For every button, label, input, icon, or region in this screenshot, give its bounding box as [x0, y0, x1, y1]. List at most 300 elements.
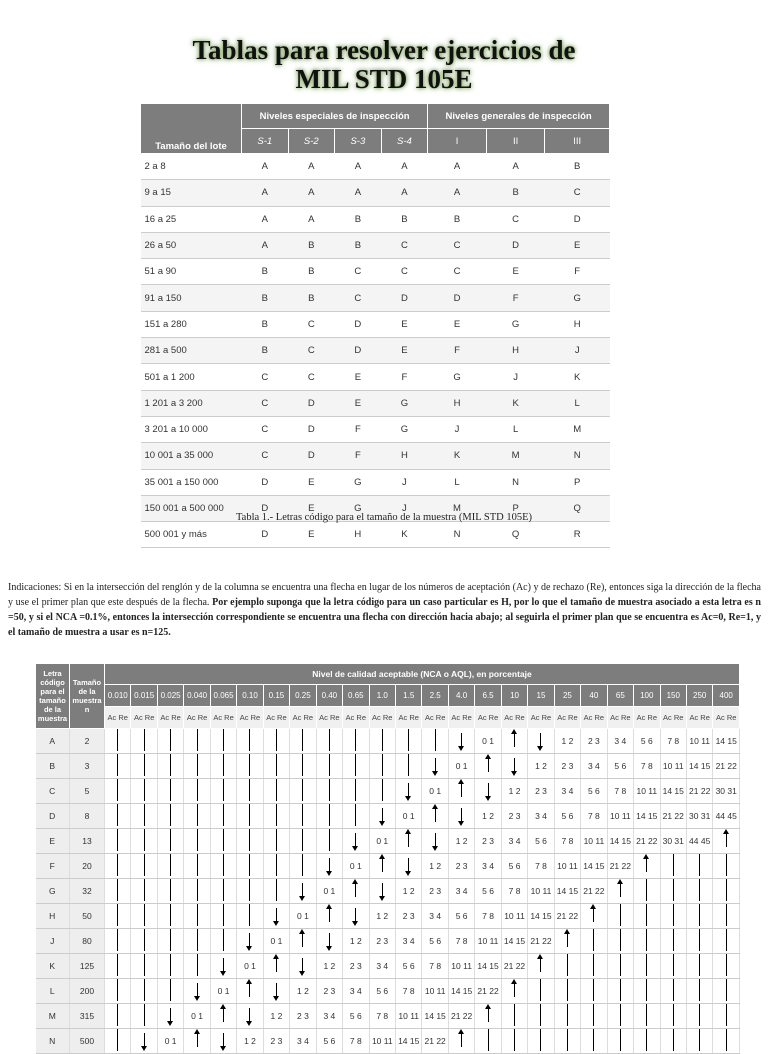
arrow-line-icon — [276, 779, 277, 801]
code-letter-cell: B — [381, 206, 428, 232]
arrow-down-icon — [422, 754, 448, 779]
sample-size-cell: 13 — [70, 829, 105, 854]
arrow-up-icon — [620, 883, 621, 897]
arrow-line-icon — [223, 929, 224, 951]
ac-re-cell: 7 8 — [501, 879, 527, 904]
arrow-line-icon — [105, 954, 131, 979]
arrow-line-icon — [184, 904, 210, 929]
arrow-up-icon — [329, 908, 330, 922]
arrow-line-icon — [369, 729, 395, 754]
code-letter-cell: L — [486, 416, 545, 442]
code-letter-cell: D — [242, 495, 289, 521]
code-letter-cell: D — [288, 390, 335, 416]
code-letter-cell: C — [242, 443, 289, 469]
sample-size-cell: 32 — [70, 879, 105, 904]
ac-re-cell: 7 8 — [581, 804, 607, 829]
ac-re-header: Ac Re — [395, 707, 421, 729]
ac-re-cell: 5 6 — [554, 804, 580, 829]
code-letter-cell: B — [242, 285, 289, 311]
code-letter-cell: K — [381, 522, 428, 548]
arrow-line-icon — [117, 779, 118, 801]
ac-re-cell: 0 1 — [475, 729, 501, 754]
ac-re-cell: 10 11 — [686, 729, 712, 754]
arrow-line-icon — [290, 729, 316, 754]
code-letter-cell: A — [428, 180, 487, 206]
code-letter-cell: A — [242, 206, 289, 232]
arrow-line-icon — [686, 1029, 712, 1054]
arrow-line-icon — [184, 779, 210, 804]
ac-re-cell: 10 11 — [475, 929, 501, 954]
ac-re-cell: 21 22 — [528, 929, 554, 954]
header-lot-size: Tamaño del lote — [141, 104, 242, 154]
arrow-line-icon — [699, 1004, 700, 1026]
arrow-line-icon — [329, 754, 330, 776]
arrow-line-icon — [157, 954, 183, 979]
arrow-line-icon — [184, 754, 210, 779]
code-letter-cell: K — [486, 390, 545, 416]
arrow-line-icon — [673, 954, 674, 976]
arrow-line-icon — [646, 979, 647, 1001]
arrow-line-icon — [302, 854, 303, 876]
arrow-down-icon — [316, 929, 342, 954]
ac-re-cell: 21 22 — [554, 904, 580, 929]
arrow-line-icon — [382, 779, 383, 801]
ac-re-cell: 3 4 — [607, 729, 633, 754]
code-letter-cell: E — [288, 495, 335, 521]
aql-col-header: 100 — [634, 685, 660, 707]
ac-re-cell: 7 8 — [369, 1004, 395, 1029]
arrow-down-icon — [514, 758, 515, 772]
arrow-up-icon — [422, 804, 448, 829]
arrow-line-icon — [105, 804, 131, 829]
aql-col-header: 40 — [581, 685, 607, 707]
ac-re-cell: 0 1 — [237, 954, 263, 979]
arrow-line-icon — [131, 829, 157, 854]
arrow-line-icon — [726, 979, 727, 1001]
table-row — [141, 522, 610, 548]
ac-re-cell: 2 3 — [263, 1029, 289, 1054]
ac-re-cell: 21 22 — [607, 854, 633, 879]
arrow-line-icon — [567, 1029, 568, 1051]
arrow-line-icon — [593, 1004, 594, 1026]
table-row — [141, 364, 610, 390]
code-letter-cell: E — [288, 522, 335, 548]
arrow-line-icon — [660, 929, 686, 954]
arrow-down-icon — [184, 979, 210, 1004]
ac-re-header: Ac Re — [475, 707, 501, 729]
sample-size-cell: 3 — [70, 754, 105, 779]
arrow-up-icon — [448, 779, 474, 804]
arrow-up-icon — [540, 958, 541, 972]
arrow-line-icon — [105, 854, 131, 879]
arrow-line-icon — [329, 779, 330, 801]
arrow-line-icon — [329, 729, 330, 751]
arrow-line-icon — [302, 754, 303, 776]
arrow-line-icon — [607, 1004, 633, 1029]
arrow-line-icon — [144, 904, 145, 926]
ac-re-cell: 30 31 — [660, 829, 686, 854]
arrow-line-icon — [276, 754, 277, 776]
arrow-line-icon — [673, 854, 674, 876]
lot-size-cell: 10 001 a 35 000 — [141, 443, 242, 469]
ac-re-cell: 3 4 — [448, 879, 474, 904]
ac-re-cell: 7 8 — [554, 829, 580, 854]
arrow-line-icon — [170, 729, 171, 751]
ac-re-cell: 1 2 — [528, 754, 554, 779]
ac-re-cell: 5 6 — [448, 904, 474, 929]
arrow-line-icon — [237, 804, 263, 829]
arrow-down-icon — [343, 904, 369, 929]
ac-re-cell: 3 4 — [395, 929, 421, 954]
arrow-line-icon — [131, 754, 157, 779]
code-letter-cell: A — [288, 180, 335, 206]
arrow-line-icon — [197, 779, 198, 801]
arrow-line-icon — [699, 979, 700, 1001]
arrow-line-icon — [184, 879, 210, 904]
ac-re-cell: 2 3 — [501, 804, 527, 829]
arrow-line-icon — [223, 804, 224, 826]
ac-re-cell: 7 8 — [528, 854, 554, 879]
arrow-line-icon — [131, 854, 157, 879]
ac-re-cell: 5 6 — [475, 879, 501, 904]
arrow-up-icon — [395, 829, 421, 854]
level-header: II — [486, 129, 545, 154]
ac-re-cell: 5 6 — [395, 954, 421, 979]
arrow-up-icon — [528, 954, 554, 979]
code-letter-cell: H — [428, 390, 487, 416]
ac-re-cell: 2 3 — [528, 779, 554, 804]
arrow-line-icon — [699, 904, 700, 926]
arrow-line-icon — [170, 879, 171, 901]
arrow-line-icon — [554, 1004, 580, 1029]
sample-size-cell: 5 — [70, 779, 105, 804]
ac-re-cell: 1 2 — [422, 854, 448, 879]
arrow-line-icon — [237, 729, 263, 754]
table-row — [141, 259, 610, 285]
arrow-up-icon — [316, 904, 342, 929]
arrow-line-icon — [726, 854, 727, 876]
ac-re-cell: 7 8 — [660, 729, 686, 754]
arrow-line-icon — [290, 829, 316, 854]
arrow-line-icon — [223, 729, 224, 751]
arrow-line-icon — [686, 879, 712, 904]
table-row — [141, 311, 610, 337]
code-letter-cell: A — [335, 180, 382, 206]
arrow-line-icon — [699, 854, 700, 876]
ac-re-cell: 14 15 — [607, 829, 633, 854]
arrow-line-icon — [634, 979, 660, 1004]
arrow-line-icon — [686, 979, 712, 1004]
code-letter-cell: N — [36, 1029, 70, 1054]
ac-re-cell: 21 22 — [660, 804, 686, 829]
arrow-line-icon — [302, 804, 303, 826]
arrow-line-icon — [567, 979, 568, 1001]
code-letter-cell: C — [381, 232, 428, 258]
table-row — [36, 804, 740, 829]
arrow-line-icon — [276, 729, 277, 751]
arrow-line-icon — [157, 754, 183, 779]
arrow-up-icon — [197, 1033, 198, 1047]
arrow-line-icon — [713, 979, 740, 1004]
code-letter-cell: A — [381, 154, 428, 180]
arrow-line-icon — [210, 879, 236, 904]
ac-re-header: Ac Re — [686, 707, 712, 729]
arrow-line-icon — [105, 729, 131, 754]
arrow-line-icon — [726, 1004, 727, 1026]
arrow-line-icon — [197, 879, 198, 901]
ac-re-header: Ac Re — [369, 707, 395, 729]
code-letter-cell: J — [545, 338, 610, 364]
arrow-line-icon — [488, 1029, 489, 1051]
ac-re-cell: 1 2 — [448, 829, 474, 854]
arrow-line-icon — [170, 904, 171, 926]
table-row — [36, 779, 740, 804]
code-letter-cell: P — [545, 469, 610, 495]
table-row — [36, 1029, 740, 1054]
ac-re-cell: 0 1 — [316, 879, 342, 904]
arrow-line-icon — [210, 929, 236, 954]
arrow-down-icon — [435, 833, 436, 847]
ac-re-cell: 1 2 — [395, 879, 421, 904]
code-letter-cell: C — [428, 259, 487, 285]
arrow-line-icon — [249, 879, 250, 901]
aql-col-header: 250 — [686, 685, 712, 707]
level-header: S-1 — [242, 129, 289, 154]
arrow-down-icon — [422, 829, 448, 854]
arrow-line-icon — [355, 804, 356, 826]
code-letter-cell: C — [288, 311, 335, 337]
arrow-line-icon — [184, 829, 210, 854]
table-row — [141, 206, 610, 232]
arrow-line-icon — [593, 929, 594, 951]
header-general-levels: Niveles generales de inspección — [428, 104, 610, 129]
arrow-line-icon — [249, 754, 250, 776]
arrow-line-icon — [581, 929, 607, 954]
arrow-line-icon — [620, 929, 621, 951]
arrow-line-icon — [329, 829, 330, 851]
level-header: S-3 — [335, 129, 382, 154]
code-letter-cell: H — [486, 338, 545, 364]
aql-col-header: 400 — [713, 685, 740, 707]
arrow-down-icon — [290, 879, 316, 904]
ac-re-cell: 2 3 — [369, 929, 395, 954]
code-letter-cell: B — [242, 338, 289, 364]
arrow-down-icon — [223, 958, 224, 972]
ac-re-cell: 14 15 — [448, 979, 474, 1004]
arrow-line-icon — [276, 829, 277, 851]
lot-size-cell: 3 201 a 10 000 — [141, 416, 242, 442]
ac-re-cell: 5 6 — [316, 1029, 342, 1054]
arrow-line-icon — [355, 779, 356, 801]
code-letter-cell: H — [545, 311, 610, 337]
arrow-line-icon — [184, 804, 210, 829]
ac-re-cell: 5 6 — [607, 754, 633, 779]
arrow-up-icon — [249, 983, 250, 997]
arrow-line-icon — [210, 754, 236, 779]
arrow-line-icon — [673, 1004, 674, 1026]
code-letter-cell: E — [36, 829, 70, 854]
arrow-line-icon — [343, 729, 369, 754]
code-letter-cell: E — [545, 232, 610, 258]
ac-re-cell: 44 45 — [713, 804, 740, 829]
code-letter-cell: G — [335, 469, 382, 495]
ac-re-cell: 21 22 — [634, 829, 660, 854]
ac-re-cell: 3 4 — [290, 1029, 316, 1054]
ac-re-header: Ac Re — [210, 707, 236, 729]
arrow-line-icon — [249, 904, 250, 926]
arrow-line-icon — [501, 1004, 527, 1029]
sample-size-code-table — [140, 103, 610, 548]
level-header: I — [428, 129, 487, 154]
arrow-line-icon — [197, 729, 198, 751]
arrow-line-icon — [316, 779, 342, 804]
code-letter-cell: K — [36, 954, 70, 979]
code-letter-cell: A — [381, 180, 428, 206]
code-letter-cell: A — [242, 180, 289, 206]
ac-re-cell: 0 1 — [369, 829, 395, 854]
code-letter-cell: C — [335, 259, 382, 285]
arrow-line-icon — [660, 1004, 686, 1029]
code-letter-cell: M — [486, 443, 545, 469]
table-row — [36, 754, 740, 779]
code-letter-cell: B — [428, 206, 487, 232]
aql-col-header: 0.015 — [131, 685, 157, 707]
arrow-line-icon — [620, 904, 621, 926]
code-letter-cell: B — [486, 180, 545, 206]
ac-re-cell: 1 2 — [501, 779, 527, 804]
arrow-line-icon — [290, 754, 316, 779]
code-letter-cell: Q — [486, 522, 545, 548]
code-letter-cell: F — [36, 854, 70, 879]
arrow-line-icon — [263, 829, 289, 854]
lot-size-cell: 35 001 a 150 000 — [141, 469, 242, 495]
arrow-down-icon — [395, 854, 421, 879]
arrow-line-icon — [144, 829, 145, 851]
arrow-line-icon — [646, 904, 647, 926]
table-row — [36, 954, 740, 979]
arrow-line-icon — [184, 954, 210, 979]
level-header: S-4 — [381, 129, 428, 154]
arrow-line-icon — [117, 1004, 118, 1026]
aql-col-header: 0.025 — [157, 685, 183, 707]
arrow-down-icon — [144, 1033, 145, 1047]
arrow-line-icon — [673, 1029, 674, 1051]
arrow-line-icon — [184, 929, 210, 954]
sample-size-cell: 8 — [70, 804, 105, 829]
arrow-line-icon — [249, 829, 250, 851]
ac-re-cell: 3 4 — [581, 754, 607, 779]
table1-caption: Tabla 1.- Letras código para el tamaño de la muestra (MIL STD 105E) — [236, 512, 532, 523]
arrow-line-icon — [131, 979, 157, 1004]
code-letter-cell: N — [545, 443, 610, 469]
aql-col-header: 1.0 — [369, 685, 395, 707]
arrow-line-icon — [713, 929, 740, 954]
arrow-line-icon — [197, 829, 198, 851]
arrow-down-icon — [263, 904, 289, 929]
arrow-line-icon — [408, 729, 409, 751]
ac-re-cell: 14 15 — [581, 854, 607, 879]
arrow-line-icon — [105, 904, 131, 929]
ac-re-header: Ac Re — [660, 707, 686, 729]
arrow-up-icon — [501, 729, 527, 754]
arrow-line-icon — [105, 979, 131, 1004]
ac-re-cell: 14 15 — [422, 1004, 448, 1029]
lot-size-cell: 1 201 a 3 200 — [141, 390, 242, 416]
ac-re-cell: 21 22 — [686, 779, 712, 804]
arrow-line-icon — [646, 1004, 647, 1026]
arrow-line-icon — [144, 804, 145, 826]
code-letter-cell: E — [428, 311, 487, 337]
ac-re-cell: 21 22 — [581, 879, 607, 904]
lot-size-cell: 150 001 a 500 000 — [141, 495, 242, 521]
ac-re-cell: 3 4 — [343, 979, 369, 1004]
arrow-line-icon — [713, 879, 740, 904]
arrow-line-icon — [117, 829, 118, 851]
arrow-line-icon — [646, 929, 647, 951]
arrow-line-icon — [634, 1029, 660, 1054]
arrow-line-icon — [170, 829, 171, 851]
ac-re-cell: 0 1 — [184, 1004, 210, 1029]
arrow-line-icon — [263, 754, 289, 779]
arrow-line-icon — [249, 854, 250, 876]
aql-col-header: 0.25 — [290, 685, 316, 707]
code-letter-cell: H — [335, 522, 382, 548]
arrow-up-icon — [475, 1004, 501, 1029]
arrow-line-icon — [144, 879, 145, 901]
code-letter-cell: D — [545, 206, 610, 232]
arrow-line-icon — [435, 729, 436, 751]
arrow-line-icon — [144, 1004, 145, 1026]
arrow-line-icon — [223, 904, 224, 926]
code-letter-cell: B — [242, 311, 289, 337]
arrow-line-icon — [699, 929, 700, 951]
header-special-levels: Niveles especiales de inspección — [242, 104, 428, 129]
table-row — [141, 232, 610, 258]
arrow-line-icon — [117, 804, 118, 826]
ac-re-cell: 1 2 — [343, 929, 369, 954]
ac-re-cell: 10 11 — [395, 1004, 421, 1029]
lot-size-cell: 91 a 150 — [141, 285, 242, 311]
arrow-line-icon — [249, 804, 250, 826]
table-row — [141, 416, 610, 442]
arrow-down-icon — [343, 829, 369, 854]
code-letter-cell: K — [428, 443, 487, 469]
aql-col-header: 0.065 — [210, 685, 236, 707]
arrow-line-icon — [343, 804, 369, 829]
code-letter-cell: B — [335, 232, 382, 258]
arrow-line-icon — [581, 979, 607, 1004]
arrow-down-icon — [302, 958, 303, 972]
code-letter-cell: E — [486, 259, 545, 285]
ac-re-cell: 30 31 — [713, 779, 740, 804]
code-letter-cell: D — [381, 285, 428, 311]
arrow-line-icon — [210, 804, 236, 829]
arrow-up-icon — [343, 879, 369, 904]
code-letter-cell: B — [335, 206, 382, 232]
arrow-line-icon — [223, 779, 224, 801]
arrow-line-icon — [713, 1029, 740, 1054]
arrow-up-icon — [435, 808, 436, 822]
code-letter-cell: B — [288, 285, 335, 311]
ac-re-cell: 2 3 — [554, 754, 580, 779]
arrow-line-icon — [131, 729, 157, 754]
code-letter-cell: C — [381, 259, 428, 285]
arrow-line-icon — [620, 1029, 621, 1051]
arrow-line-icon — [593, 954, 594, 976]
arrow-line-icon — [369, 754, 395, 779]
arrow-up-icon — [726, 833, 727, 847]
arrow-line-icon — [329, 804, 330, 826]
